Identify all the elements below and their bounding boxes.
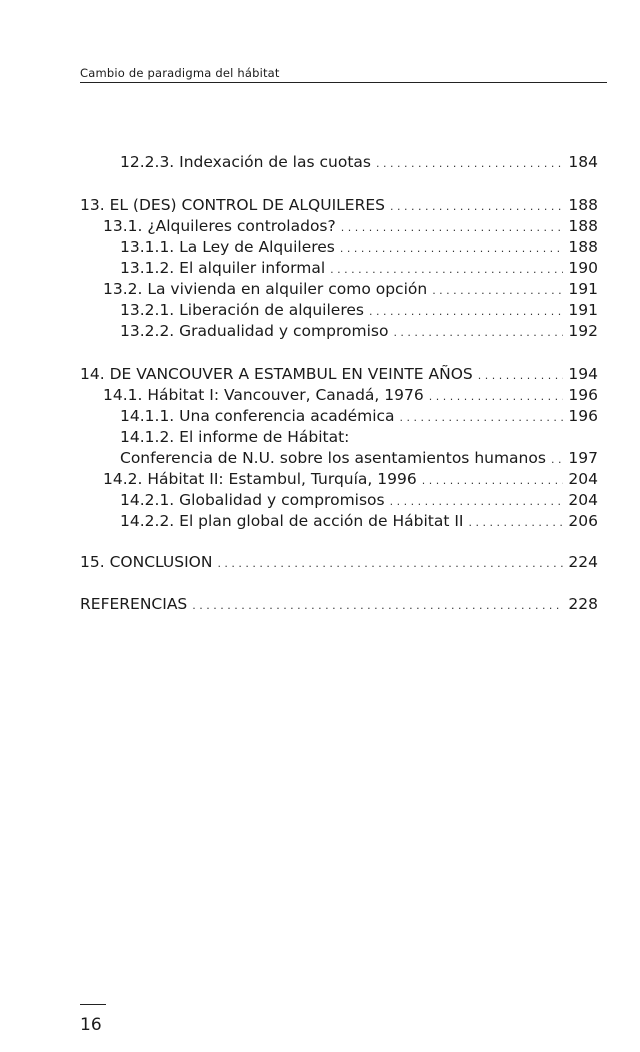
toc-entry-page: 206 xyxy=(568,512,598,530)
toc-entry xyxy=(103,216,598,238)
toc-entry-title: 13.1.2. El alquiler informal xyxy=(120,259,326,277)
toc-entry xyxy=(80,552,598,574)
running-head: Cambio de paradigma del hábitat xyxy=(80,66,607,83)
toc-entry xyxy=(120,258,598,280)
toc-leader-dots xyxy=(376,154,563,174)
toc-entry-title: 13.2.2. Gradualidad y compromiso xyxy=(120,322,389,340)
toc-entry-page: 196 xyxy=(568,386,598,404)
toc-leader-dots xyxy=(429,387,564,407)
toc-entry xyxy=(120,152,598,174)
toc-entry-page: 204 xyxy=(568,470,598,488)
toc-entry-title: 13. EL (DES) CONTROL DE ALQUILERES xyxy=(80,196,385,214)
toc-entry-page: 191 xyxy=(568,280,598,298)
toc-leader-dots xyxy=(468,513,563,533)
toc-entry xyxy=(80,594,598,616)
toc-entry-page: 188 xyxy=(568,196,598,214)
toc-leader-dots xyxy=(400,408,564,428)
toc-leader-dots xyxy=(432,281,563,301)
toc-entry-page: 228 xyxy=(568,595,598,613)
toc-entry-page: 224 xyxy=(568,553,598,571)
toc-entry-title: 14.1.1. Una conferencia académica xyxy=(120,407,395,425)
toc-entry xyxy=(120,490,598,512)
toc-leader-dots xyxy=(551,450,563,470)
toc-entry-page: 191 xyxy=(568,301,598,319)
toc-entry xyxy=(120,511,598,533)
page-number: 16 xyxy=(80,1015,102,1035)
page-number-rule xyxy=(80,1004,106,1005)
toc-leader-dots xyxy=(390,492,564,512)
toc-leader-dots xyxy=(393,323,563,343)
toc-entry-title: 14.1. Hábitat I: Vancouver, Canadá, 1976 xyxy=(103,386,424,404)
toc-entry-page: 192 xyxy=(568,322,598,340)
toc-entry xyxy=(103,469,598,491)
toc-entry xyxy=(80,195,598,217)
toc-entry-page: 188 xyxy=(568,217,598,235)
toc-entry xyxy=(120,321,598,343)
toc-entry xyxy=(120,300,598,322)
toc-leader-dots xyxy=(217,554,563,574)
toc-entry-title: 13.2. La vivienda en alquiler como opción xyxy=(103,280,428,298)
toc-entry xyxy=(120,237,598,259)
toc-entry xyxy=(80,364,598,386)
toc-entry-title: 14.2. Hábitat II: Estambul, Turquía, 1996 xyxy=(103,470,417,488)
toc-entry-title: REFERENCIAS xyxy=(80,595,188,613)
toc-leader-dots xyxy=(192,596,563,616)
toc-entry-page: 197 xyxy=(568,449,598,467)
toc-leader-dots xyxy=(369,302,563,322)
toc-entry xyxy=(103,279,598,301)
toc-leader-dots xyxy=(340,239,564,259)
toc-entry-title: 14.2.2. El plan global de acción de Hábitat II xyxy=(120,512,464,530)
toc-entry-title: 12.2.3. Indexación de las cuotas xyxy=(120,153,371,171)
toc-entry xyxy=(120,406,598,428)
toc-entry xyxy=(103,385,598,407)
toc-leader-dots xyxy=(390,197,563,217)
toc-entry-title: 15. CONCLUSION xyxy=(80,553,213,571)
toc-entry-title: 14.1.2. El informe de Hábitat: xyxy=(120,428,350,446)
toc-entry xyxy=(120,427,598,449)
toc-entry-title: Conferencia de N.U. sobre los asentamientos humanos xyxy=(120,449,546,467)
toc-entry-page: 204 xyxy=(568,491,598,509)
toc-leader-dots xyxy=(341,218,564,238)
toc-entry-title: 13.1.1. La Ley de Alquileres xyxy=(120,238,335,256)
toc-entry-page: 194 xyxy=(568,365,598,383)
toc-entry-page: 188 xyxy=(568,238,598,256)
toc-entry xyxy=(120,448,598,470)
toc-leader-dots xyxy=(478,366,564,386)
toc-leader-dots xyxy=(422,471,564,491)
toc-leader-dots xyxy=(330,260,563,280)
toc-entry-page: 190 xyxy=(568,259,598,277)
toc-entry-title: 13.2.1. Liberación de alquileres xyxy=(120,301,364,319)
toc-entry-page: 184 xyxy=(568,153,598,171)
toc-entry-title: 14.2.1. Globalidad y compromisos xyxy=(120,491,385,509)
toc-entry-title: 14. DE VANCOUVER A ESTAMBUL EN VEINTE AÑOS xyxy=(80,365,473,383)
toc-entry-title: 13.1. ¿Alquileres controlados? xyxy=(103,217,336,235)
toc-entry-page: 196 xyxy=(568,407,598,425)
